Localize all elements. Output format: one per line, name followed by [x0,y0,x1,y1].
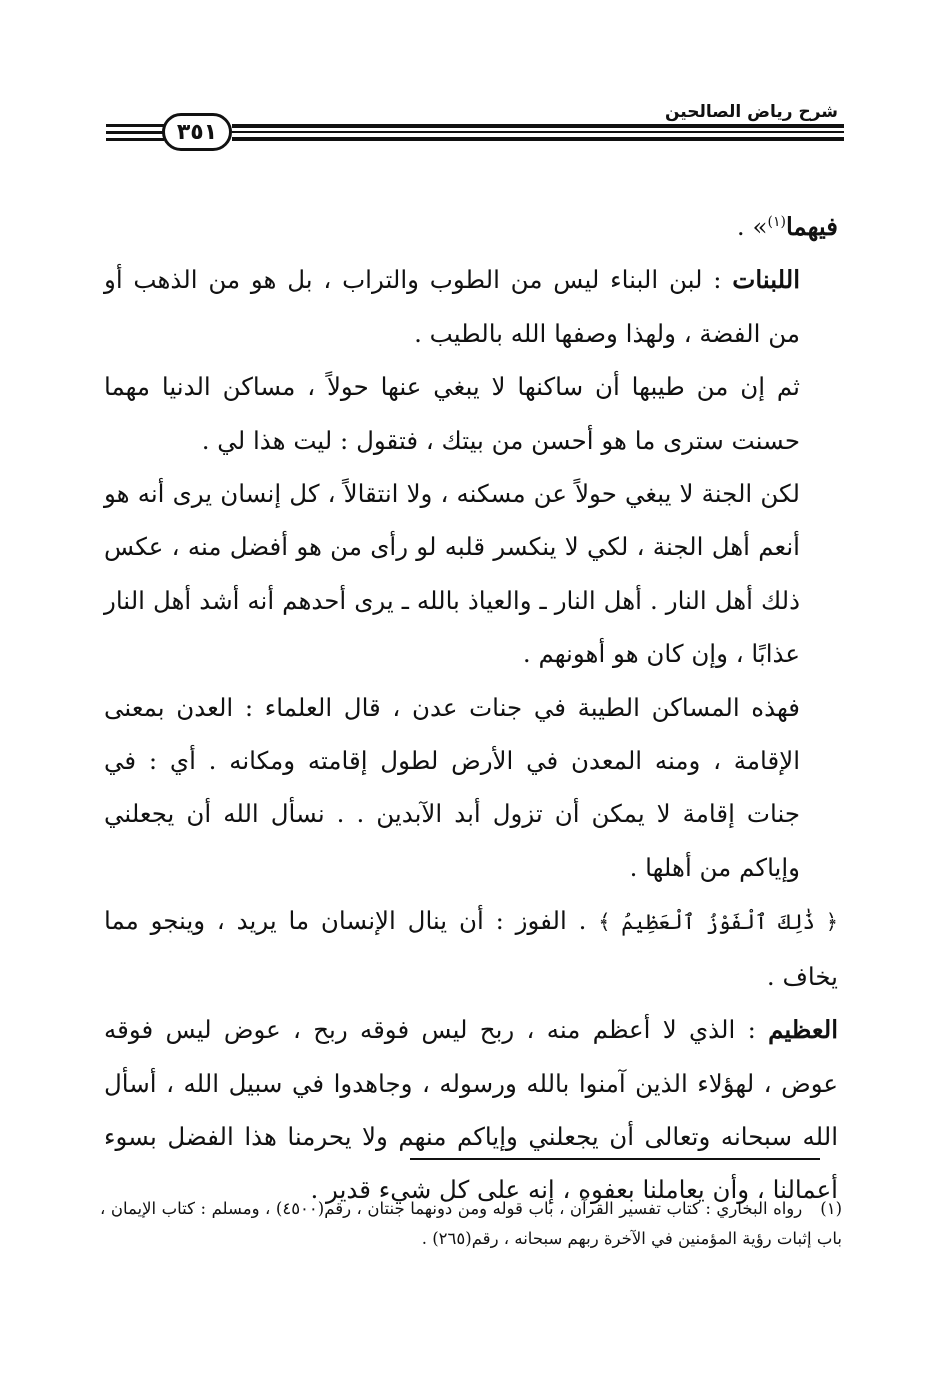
header-rule-right-thick [232,124,844,128]
header-rule-right-bottom [232,137,844,141]
paragraph-1-text: : لبن البناء ليس من الطوب والتراب ، بل هو من الذهب أو من الفضة ، ولهذا وصفها الله بالطيب . [104,265,800,348]
paragraph-0-end: » . [736,212,768,241]
header-rule-left-bottom [106,138,164,141]
main-text [104,200,838,1217]
paragraph-6-text: : الذي لا أعظم منه ، ربح ليس فوقه ربح ، عوض ليس فوقه عوض ، لهؤلاء الذين آمنوا بالله ورسوله ، وجاهدوا في سبيل الله ، أسأل الله سبحانه وتعالى أن يجعلني وإياكم منهم ولا يحرمنا هذا الفضل بسوء أعمالنا ، وأن يعاملنا بعفوه ، إنه على كل شيء قدير . [104,1015,838,1205]
paragraph-5 [104,894,838,1003]
header-rule-right-thin [232,131,844,133]
running-header-title: شرح رياض الصالحين [664,102,838,122]
footnote-text: رواه البخاري : كتاب تفسير القرآن ، باب قوله ومن دونهما جنتان ، رقم(٤٥٠٠) ، ومسلم : كتاب الإيمان ، باب إثبات رؤية المؤمنين في الآخرة ربهم سبحانه ، رقم(٢٦٥) . [100,1199,842,1248]
paragraph-1 [104,253,838,360]
footnote-block [100,1194,842,1254]
term-alazim: العظيم [768,1015,838,1045]
term-allabinat: اللبنات [732,265,800,295]
footnote-reference: (١) [767,213,786,230]
quran-verse: ﴿ ذَٰلِكَ ٱلْفَوْزُ ٱلْعَظِيمُ ﴾ [598,910,838,935]
term-fihima: فيهما [785,212,838,241]
footnote-divider [410,1158,820,1160]
paragraph-5-text: . الفوز : أن ينال الإنسان ما يريد ، وينجو مما يخاف . [104,906,838,991]
header-rule-left-mid [106,131,164,134]
header-rule-left-top [106,124,164,127]
paragraph-4-text: فهذه المساكن الطيبة في جنات عدن ، قال العلماء : العدن بمعنى الإقامة ، ومنه المعدن في الأرض لطول إقامته ومكانه . أي : في جنات إقامة لا يمكن أن تزول أبد الآبدين . . نسأل الله أن يجعلني وإياكم من أهلها . [104,692,800,882]
paragraph-4 [104,681,838,895]
paragraph-3-text: لكن الجنة لا يبغي حولاً عن مسكنه ، ولا انتقالاً ، كل إنسان يرى أنه هو أنعم أهل الجنة ، لكي لا ينكسر قلبه لو رأى من هو أفضل منه ، عكس ذلك أهل النار . أهل النار ـ والعياذ بالله ـ يرى أحدهم أنه أشد أهل النار عذابًا ، وإن كان هو أهونهم . [104,479,800,669]
paragraph-2 [104,360,838,467]
footnote-number: (١) [820,1199,842,1218]
paragraph-0 [104,200,838,253]
paragraph-6 [104,1003,838,1217]
paragraph-3 [104,467,838,681]
page-number-badge: ٣٥١ [162,113,232,151]
paragraph-2-text: ثم إن من طيبها أن ساكنها لا يبغي عنها حولاً ، مساكن الدنيا مهما حسنت سترى ما هو أحسن من بيتك ، فتقول : ليت هذا لي . [104,372,800,455]
footnote-1 [100,1194,842,1254]
